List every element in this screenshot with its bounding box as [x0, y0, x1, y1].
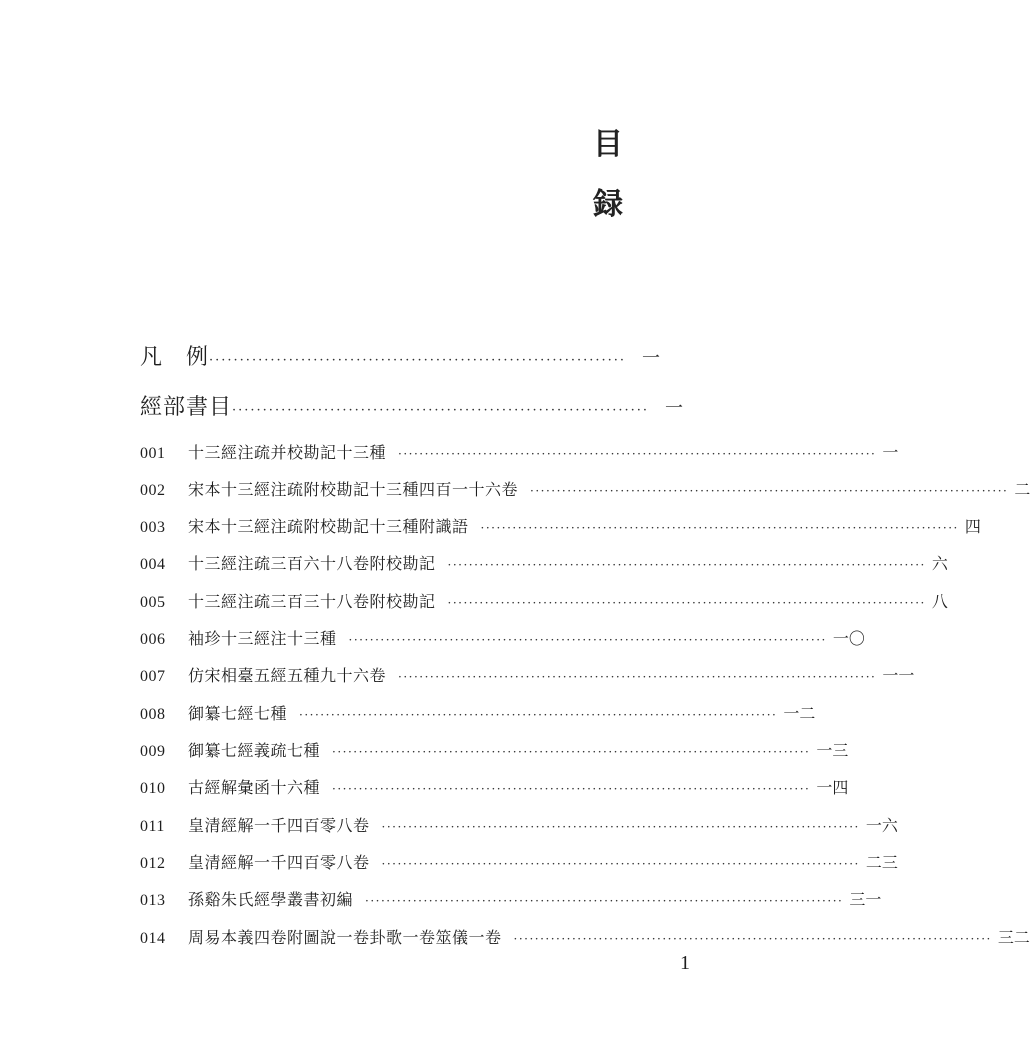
toc-entry[interactable]: [140, 887, 882, 917]
entry-page: 八: [931, 592, 948, 611]
dot-leader: ··························································································: [447, 596, 926, 610]
entry-page: 二: [1014, 480, 1030, 499]
entry-page: 一六: [865, 816, 898, 835]
entry-number: 003: [140, 519, 166, 536]
entry-page: 一一: [882, 666, 915, 685]
entry-page: 一三: [816, 741, 849, 760]
entry-page: 二三: [865, 853, 898, 872]
entry-title: 御纂七經義疏七種: [188, 741, 321, 760]
toc-section-row[interactable]: [140, 340, 661, 380]
entry-number: 010: [140, 780, 166, 797]
dot-leader: ··························································································: [381, 820, 860, 834]
entry-title: 袖珍十三經注十三種: [188, 629, 337, 648]
entry-number: 014: [140, 930, 166, 947]
entry-title: 十三經注疏三百三十八卷附校勘記: [188, 592, 436, 611]
dot-leader: ····································································: [209, 353, 627, 368]
toc-entry[interactable]: [140, 813, 898, 843]
entry-number: 009: [140, 743, 166, 760]
dot-leader: ··························································································: [381, 857, 860, 871]
entry-page: 一〇: [832, 629, 865, 648]
entry-number: 012: [140, 855, 166, 872]
toc-entry[interactable]: [140, 626, 865, 656]
dot-leader: ··························································································: [447, 558, 926, 572]
toc-section-page: 一: [642, 348, 661, 369]
page-title-char-2: 録: [593, 187, 623, 222]
toc-entry[interactable]: [140, 850, 898, 880]
toc-entry[interactable]: [140, 701, 816, 731]
entry-number: 001: [140, 445, 166, 462]
toc-entry[interactable]: [140, 663, 915, 693]
entry-title: 皇清經解一千四百零八卷: [188, 816, 370, 835]
toc-section-page: 一: [665, 398, 684, 419]
dot-leader: ··························································································: [332, 745, 811, 759]
dot-leader: ····································································: [232, 403, 650, 418]
entry-number: 002: [140, 482, 166, 499]
entry-title: 宋本十三經注疏附校勘記十三種附識語: [188, 517, 469, 536]
toc-section-label: 經部書目: [140, 395, 233, 420]
dot-leader: ··························································································: [365, 894, 844, 908]
toc-entry[interactable]: [140, 738, 849, 768]
entry-page: 三二: [997, 928, 1030, 947]
dot-leader: ··························································································: [348, 633, 827, 647]
dot-leader: ··························································································: [513, 932, 992, 946]
entry-number: 007: [140, 668, 166, 685]
entry-number: 013: [140, 892, 166, 909]
entry-title: 周易本義四卷附圖說一卷卦歌一卷筮儀一卷: [188, 928, 502, 947]
dot-leader: ··························································································: [299, 708, 778, 722]
toc-entry[interactable]: [140, 589, 948, 619]
entry-page: 一二: [783, 704, 816, 723]
entry-number: 011: [140, 818, 165, 835]
toc-section-label: 凡 例: [140, 345, 210, 370]
entry-number: 005: [140, 594, 166, 611]
toc-entry[interactable]: [140, 925, 1030, 955]
page-title-char-1: 目: [593, 127, 623, 162]
entry-title: 十三經注疏三百六十八卷附校勘記: [188, 554, 436, 573]
entry-title: 孫谿朱氏經學叢書初編: [188, 890, 354, 909]
entry-title: 宋本十三經注疏附校勘記十三種四百一十六卷: [188, 480, 519, 499]
toc-entry[interactable]: [140, 551, 948, 581]
entry-title: 仿宋相臺五經五種九十六卷: [188, 666, 387, 685]
page-number: 1: [680, 952, 690, 974]
entry-number: 008: [140, 706, 166, 723]
dot-leader: ··························································································: [398, 447, 877, 461]
entry-title: 十三經注疏并校勘記十三種: [188, 443, 387, 462]
entry-page: 一四: [816, 778, 849, 797]
entry-title: 古經解彙函十六種: [188, 778, 321, 797]
entry-number: 004: [140, 556, 166, 573]
entry-title: 皇清經解一千四百零八卷: [188, 853, 370, 872]
dot-leader: ··························································································: [480, 521, 959, 535]
toc-entry[interactable]: [140, 514, 981, 544]
entry-page: 一: [882, 443, 899, 462]
toc-entry[interactable]: [140, 440, 899, 470]
entry-page: 三一: [849, 890, 882, 909]
toc-entry[interactable]: [140, 477, 1030, 507]
toc-entry[interactable]: [140, 775, 849, 805]
entry-page: 六: [931, 554, 948, 573]
dot-leader: ··························································································: [530, 484, 1009, 498]
entry-title: 御纂七經七種: [188, 704, 288, 723]
dot-leader: ··························································································: [398, 670, 877, 684]
dot-leader: ··························································································: [332, 782, 811, 796]
entry-number: 006: [140, 631, 166, 648]
toc-section-row[interactable]: [140, 390, 684, 430]
entry-page: 四: [964, 517, 981, 536]
